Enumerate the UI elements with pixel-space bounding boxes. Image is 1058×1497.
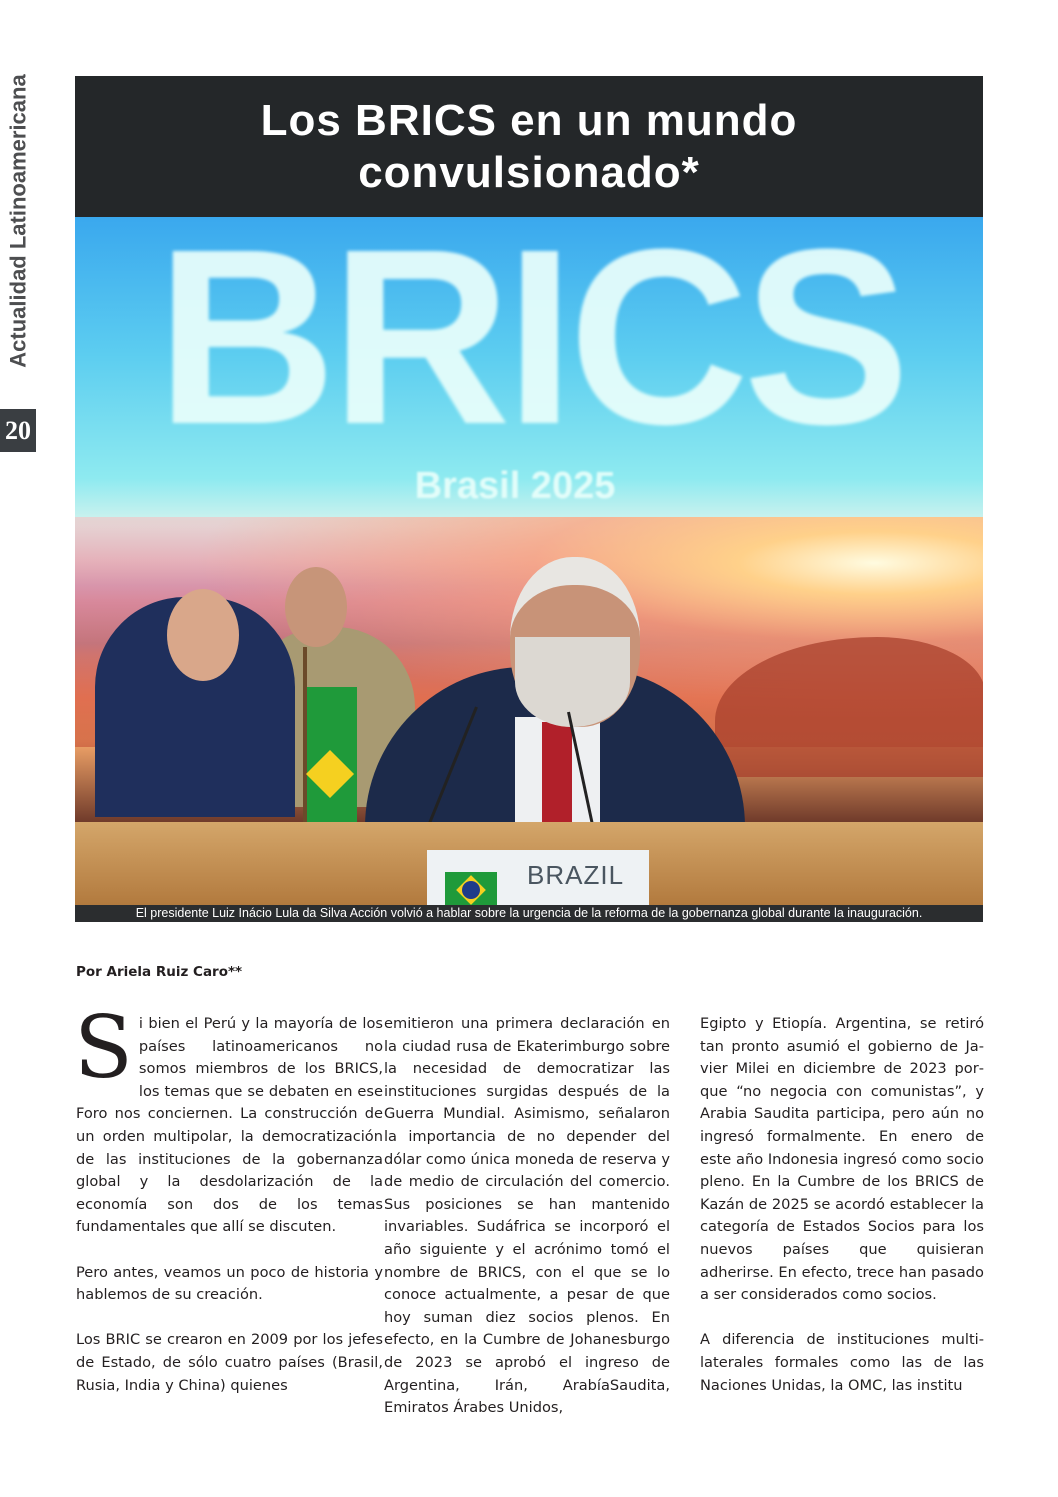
paragraph: Pero antes, veamos un poco de historia y hablemos de su creación. — [76, 1263, 383, 1304]
photo-speaker-beard — [515, 637, 630, 727]
text-column-1 — [74, 998, 383, 1420]
nameplate — [427, 850, 649, 905]
photo-person-background-head — [285, 567, 347, 647]
paragraph — [74, 998, 383, 1239]
photo-caption: El presidente Luiz Inácio Lula da Silva Acción volvió a hablar sobre la urgencia de la reforma de la gobernanza global durante la inauguración. — [75, 905, 983, 922]
brazil-flag-icon — [445, 872, 497, 905]
section-label-text: Actualidad Latinoamericana — [6, 73, 32, 368]
text-column-2 — [384, 1013, 670, 1442]
title-banner — [75, 76, 983, 217]
paragraph-text: i bien el Perú y la mayoría de los países latinoamericanos no somos miembros de los BRICS, los temas que se debaten en ese Foro nos conciernen. La construcción de un orden multipolar, la democratización de las instituciones de la gobernanza global y la desdolarización de la economía son dos de los temas fundamentales que allí se discuten. — [76, 1015, 383, 1236]
article-photo — [75, 217, 983, 905]
photo-screen-text: BRICS — [156, 217, 904, 476]
nameplate-text: BRAZIL — [527, 860, 625, 890]
article-title: Los BRICS en un mundo convulsionado* — [260, 95, 798, 197]
byline: Por Ariela Ruiz Caro** — [76, 964, 243, 980]
photo-person-left-head — [167, 589, 239, 681]
paragraph: Los BRIC se crearon en 2009 por los jefes de Estado, de sólo cuatro países (Brasil, Rusia, India y China) quienes — [76, 1331, 383, 1394]
paragraph: Egipto y Etiopía. Argentina, se retiró tan pronto asumió el gobierno de Javier Milei en diciembre de 2023 porque “no negocia con comunistas”, y Arabia Saudita participa, pero aún no ingresó formalmente. En enero de este año Indonesia ingresó como socio pleno. En la Cumbre de los BRICS de Kazán de 2025 se acordó establecer la categoría de Estados Socios para los nuevos países que quisieran adherirse. En efecto, trece han pasado a ser considerados como socios. — [700, 1015, 984, 1304]
paragraph: emitieron una primera declaración en la ciudad rusa de Ekaterimburgo sobre la necesidad de democratizar las instituciones surgidas después de la Guerra Mundial. Asimismo, señalaron la importancia de no depender del dólar como única moneda de reserva y de medio de circulación del comercio. Sus posiciones se han mantenido invariables. Sudáfrica se incorporó el año siguiente y el acrónimo tomó el nombre de BRICS, con el que se lo conoce actualmente, a pesar de que hoy suman diez socios plenos. En efecto, en la Cumbre de Johanesburgo de 2023 se aprobó el ingreso de Argentina, Irán, ArabíaSaudita, Emiratos Árabes Unidos, — [384, 1015, 670, 1417]
page-number: 20 — [0, 409, 36, 452]
section-label — [2, 58, 36, 383]
text-column-3 — [700, 1013, 984, 1420]
drop-cap: S — [74, 998, 133, 1098]
photo-screen-subtext: Brasil 2025 — [414, 465, 616, 507]
paragraph: A diferencia de instituciones multilaterales formales como las de las Naciones Unidas, la OMC, las institu — [700, 1331, 984, 1394]
